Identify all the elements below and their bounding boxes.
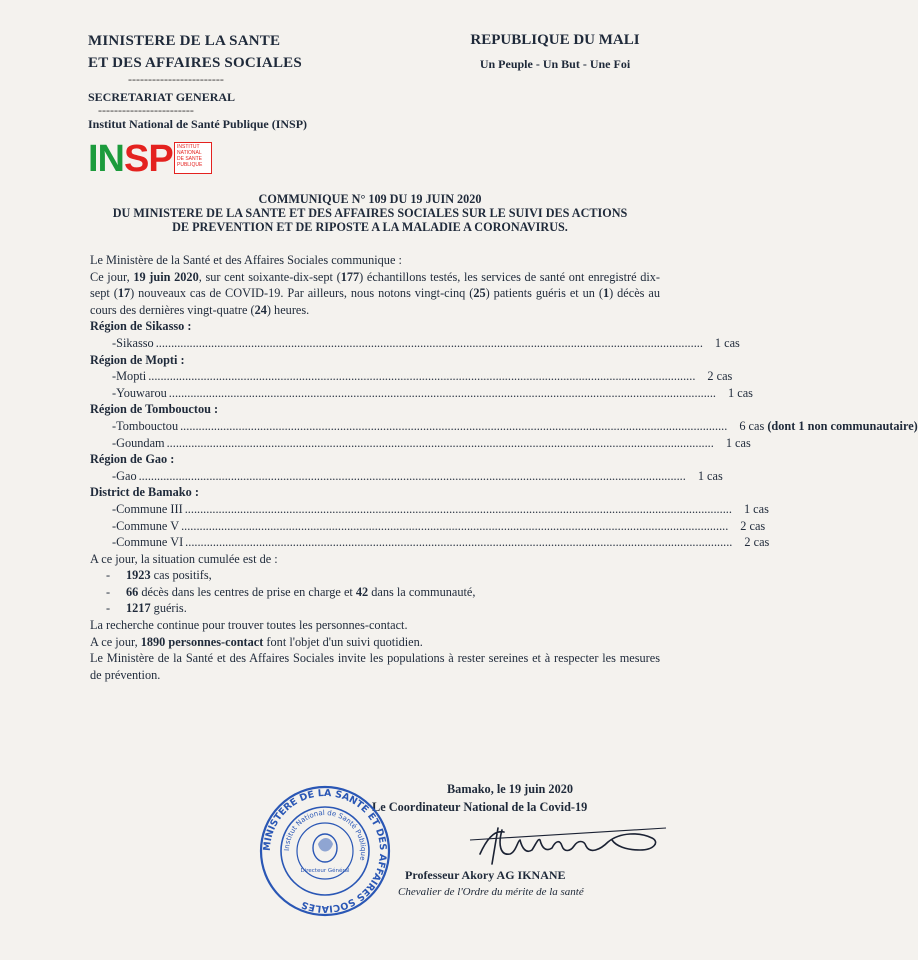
region-heading: District de Bamako : [90,485,199,500]
stamp-center-text: Directeur Général [300,868,350,874]
text: , sur cent soixante-dix-sept ( [198,269,341,284]
leader-dots: .................................................................................................................................................................................. [185,535,733,550]
locality: Goundam [116,435,165,450]
locality: Youwarou [116,385,167,400]
locality: Mopti [116,369,147,384]
appeal-paragraph: Le Ministère de la Santé et des Affaires Sociales invite les populations à rester sereines et à respecter les mesures de prévention. [90,651,660,682]
text: cas positifs, [150,568,212,583]
ministry-line-2: ET DES AFFAIRES SOCIALES [88,55,302,71]
case-row: - Youwarou .................................................................................................................................................................................. 1 cas [112,385,753,400]
number: 177 [340,269,360,284]
leader-dots: .................................................................................................................................................................................. [181,518,729,533]
institute-name: Institut National de Santé Publique (INSP) [88,117,308,131]
case-row: - Goundam .................................................................................................................................................................................. 1 cas [112,435,751,450]
communique-body [90,252,918,683]
national-motto: Un Peuple - Un But - Une Foi [479,57,631,71]
country-name: REPUBLIQUE DU MALI [470,32,640,48]
number: 1890 personnes-contact [140,634,264,649]
leader-dots: .................................................................................................................................................................................. [138,468,686,483]
case-row: - Sikasso .................................................................................................................................................................................. 1 cas [112,335,740,350]
region-heading: Région de Tombouctou : [90,402,219,417]
case-count: 6 cas [739,418,765,433]
text: ) heures. [266,302,310,317]
text: ) échantillons testés, les services de santé ont enregistré dix-sept ( [90,269,660,301]
stamp-outer-text: MINISTERE DE LA SANTÉ ET DES AFFAIRES SOCIALES [261,787,389,915]
place-date: Bamako, le 19 juin 2020 [446,782,574,796]
text: ) patients guéris et un ( [485,286,603,301]
text: dans la communauté, [368,584,476,599]
case-count: 1 cas [743,501,769,516]
logo-letter-s: S [124,138,149,180]
locality: Commune V [116,518,180,533]
case-count: 2 cas [707,369,733,384]
case-count: 2 cas [744,535,770,550]
signatory-role: Le Coordinateur National de la Covid-19 [372,800,588,814]
country-header [440,32,670,72]
logo-letter-p: P [148,138,173,180]
case-row: - Commune III .................................................................................................................................................................................. 1 cas [112,501,769,516]
leader-dots: .................................................................................................................................................................................. [155,335,703,350]
signatory-name: Professeur Akory AG IKNANE [405,868,566,882]
cumulative-deaths: - 66 décès dans les centres de prise en charge et 42 dans la communauté, [106,584,476,599]
separator: ------------------------ [128,72,224,86]
case-count: 1 cas [725,435,751,450]
intro-paragraph [90,269,660,319]
number: 25 [473,286,486,301]
locality: Commune III [116,501,183,516]
case-row: - Mopti .................................................................................................................................................................................. 2 cas [112,369,733,384]
number: 17 [117,286,131,301]
locality: Commune VI [116,535,184,550]
text: font l'objet d'un suivi quotidien. [263,634,423,649]
case-count: 1 cas [728,385,753,400]
text: ) nouveaux cas de COVID-19. Par ailleurs, nous notons vingt-cinq ( [130,286,474,301]
locality: Tombouctou [116,418,179,433]
case-count: 1 cas [697,468,723,483]
leader-dots: .................................................................................................................................................................................. [180,418,728,433]
separator: ------------------------ [98,103,194,117]
leader-dots: .................................................................................................................................................................................. [184,501,732,516]
leader-dots: .................................................................................................................................................................................. [148,369,696,384]
secretariat-general: SECRETARIAT GENERAL [88,90,236,104]
leader-dots: .................................................................................................................................................................................. [168,385,717,400]
intro-line: Le Ministère de la Santé et des Affaires Sociales communique : [90,253,402,267]
locality: Gao [116,468,137,483]
text: Ce jour, [90,269,134,284]
logo-letters-in: IN [88,138,124,180]
ministry-line-1: MINISTERE DE LA SANTE [88,33,281,49]
region-heading: Région de Mopti : [90,352,185,367]
text: guéris. [150,601,187,616]
logo-caption: INSTITUT NATIONAL DE SANTE PUBLIQUE [174,142,212,174]
insp-logo [88,138,218,182]
case-count: 1 cas [714,335,740,350]
case-row: - Commune V .................................................................................................................................................................................. 2 cas [112,518,766,533]
official-stamp [258,784,392,918]
text: ) décès au cours des dernières vingt-quatre ( [90,286,660,317]
communique-title [60,192,680,234]
region-heading: Région de Gao : [90,452,175,467]
locality: Sikasso [116,335,154,350]
case-row: - Tombouctou .................................................................................................................................................................................. 6 cas (dont 1 non communautaire) [112,418,918,433]
text: décès dans les centres de prise en charge et [138,584,356,599]
case-note: (dont 1 non communautaire) [767,418,918,433]
region-heading: Région de Sikasso : [90,319,192,334]
number: 1 [602,286,610,301]
number: 1217 [126,601,151,616]
cumulative-positives: - 1923 cas positifs, [106,568,212,583]
number: 1923 [126,568,151,583]
text: A ce jour, [90,634,141,649]
cumulative-intro: A ce jour, la situation cumulée est de : [90,551,278,566]
leader-dots: .................................................................................................................................................................................. [166,435,714,450]
contacts-line [90,634,660,651]
date: 19 juin 2020 [133,269,199,284]
number: 66 [126,584,139,599]
title-line-1: COMMUNIQUE N° 109 DU 19 JUIN 2020 [258,192,482,206]
cumulative-cured: - 1217 guéris. [106,601,187,616]
case-row: - Commune VI .................................................................................................................................................................................. 2 cas [112,535,770,550]
stamp-inner-text: Institut National de Santé Publique [282,808,368,862]
case-count: 2 cas [740,518,766,533]
number: 24 [254,302,267,317]
signatory-honor: Chevalier de l'Ordre du mérite de la santé [398,886,584,898]
number: 42 [355,584,369,599]
research-line: La recherche continue pour trouver toutes les personnes-contact. [90,618,408,633]
title-line-2: DU MINISTERE DE LA SANTE ET DES AFFAIRES SOCIALES SUR LE SUIVI DES ACTIONS [112,206,628,220]
ministry-header [88,30,388,132]
case-row: - Gao .................................................................................................................................................................................. 1 cas [112,468,723,483]
handwritten-signature [440,810,670,874]
title-line-3: DE PREVENTION ET DE RIPOSTE A LA MALADIE A CORONAVIRUS. [172,220,568,234]
